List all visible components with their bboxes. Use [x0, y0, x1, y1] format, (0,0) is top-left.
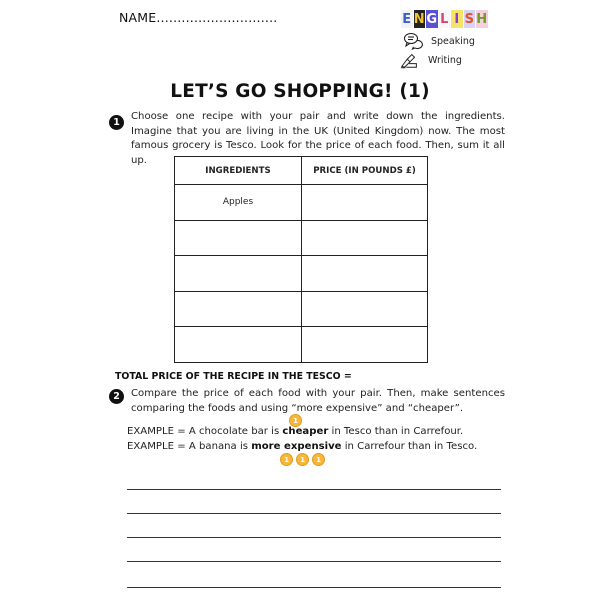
table-row: [175, 327, 428, 363]
logo-letter: L: [440, 11, 449, 27]
ingredient-cell[interactable]: [175, 291, 302, 327]
answer-line[interactable]: [127, 587, 501, 588]
skill-speaking: [403, 32, 475, 50]
answer-line[interactable]: [127, 513, 501, 514]
logo-letter: I: [451, 10, 463, 28]
ingredient-cell[interactable]: Apples: [175, 185, 302, 221]
example-keyword: more expensive: [251, 441, 342, 452]
total-price-label: TOTAL PRICE OF THE RECIPE IN THE TESCO =: [115, 371, 352, 382]
example-text: EXAMPLE = A banana is: [127, 441, 252, 452]
answer-line[interactable]: [127, 561, 501, 562]
english-logo: [401, 10, 488, 28]
ingredient-cell[interactable]: [175, 256, 302, 292]
logo-letter: H: [476, 11, 488, 27]
coin-icon: 1: [312, 453, 325, 466]
ingredient-cell[interactable]: [175, 327, 302, 363]
example-sentence-more-expensive: [127, 441, 477, 452]
coin-icon: 1: [280, 453, 293, 466]
example-keyword: cheaper: [282, 426, 329, 437]
example-text: in Carrefour than in Tesco.: [341, 441, 478, 452]
task-number-badge: 2: [109, 389, 124, 404]
table-row: [175, 220, 428, 256]
skill-label: Writing: [428, 54, 462, 66]
ingredient-cell[interactable]: [175, 220, 302, 256]
page-title: LET’S GO SHOPPING! (1): [170, 81, 430, 102]
example-text: in Tesco than in Carrefour.: [328, 426, 464, 437]
task-number-badge: 1: [109, 115, 124, 130]
column-header-ingredients: INGREDIENTS: [175, 157, 302, 185]
logo-letter: E: [402, 11, 412, 27]
table-row: [175, 185, 428, 221]
skill-label: Speaking: [431, 35, 475, 47]
logo-letter: N: [413, 11, 425, 27]
price-cell[interactable]: [302, 291, 428, 327]
table-header-row: [175, 157, 428, 185]
skill-writing: [400, 51, 462, 69]
name-field[interactable]: NAME.............................: [119, 10, 278, 25]
coin-icon: 1: [289, 414, 302, 427]
logo-letter: G: [426, 11, 438, 27]
coin-icon: 1: [296, 453, 309, 466]
price-cell[interactable]: [302, 220, 428, 256]
table-row: [175, 256, 428, 292]
price-cell[interactable]: [302, 327, 428, 363]
logo-letter: S: [464, 11, 474, 27]
task-2-instructions: Compare the price of each food with your pair. Then, make sentences comparing the foods and using “more expensive” and “cheaper”.: [131, 388, 505, 414]
price-cell[interactable]: [302, 256, 428, 292]
speech-bubbles-icon: [403, 32, 423, 50]
column-header-price: PRICE (IN POUNDS £): [302, 157, 428, 185]
answer-line[interactable]: [127, 489, 501, 490]
ingredients-table: [174, 156, 428, 363]
hand-writing-icon: [400, 51, 420, 69]
task-1-instructions: Choose one recipe with your pair and write down the ingredients. Imagine that you are living in the UK (United Kingdom) now. The most famous grocery is Tesco. Look for the price of each food. Then, sum it all up.: [131, 111, 505, 166]
price-cell[interactable]: [302, 185, 428, 221]
example-sentence-cheaper: [127, 426, 463, 437]
example-text: EXAMPLE = A chocolate bar is: [127, 426, 283, 437]
table-row: [175, 291, 428, 327]
answer-line[interactable]: [127, 537, 501, 538]
